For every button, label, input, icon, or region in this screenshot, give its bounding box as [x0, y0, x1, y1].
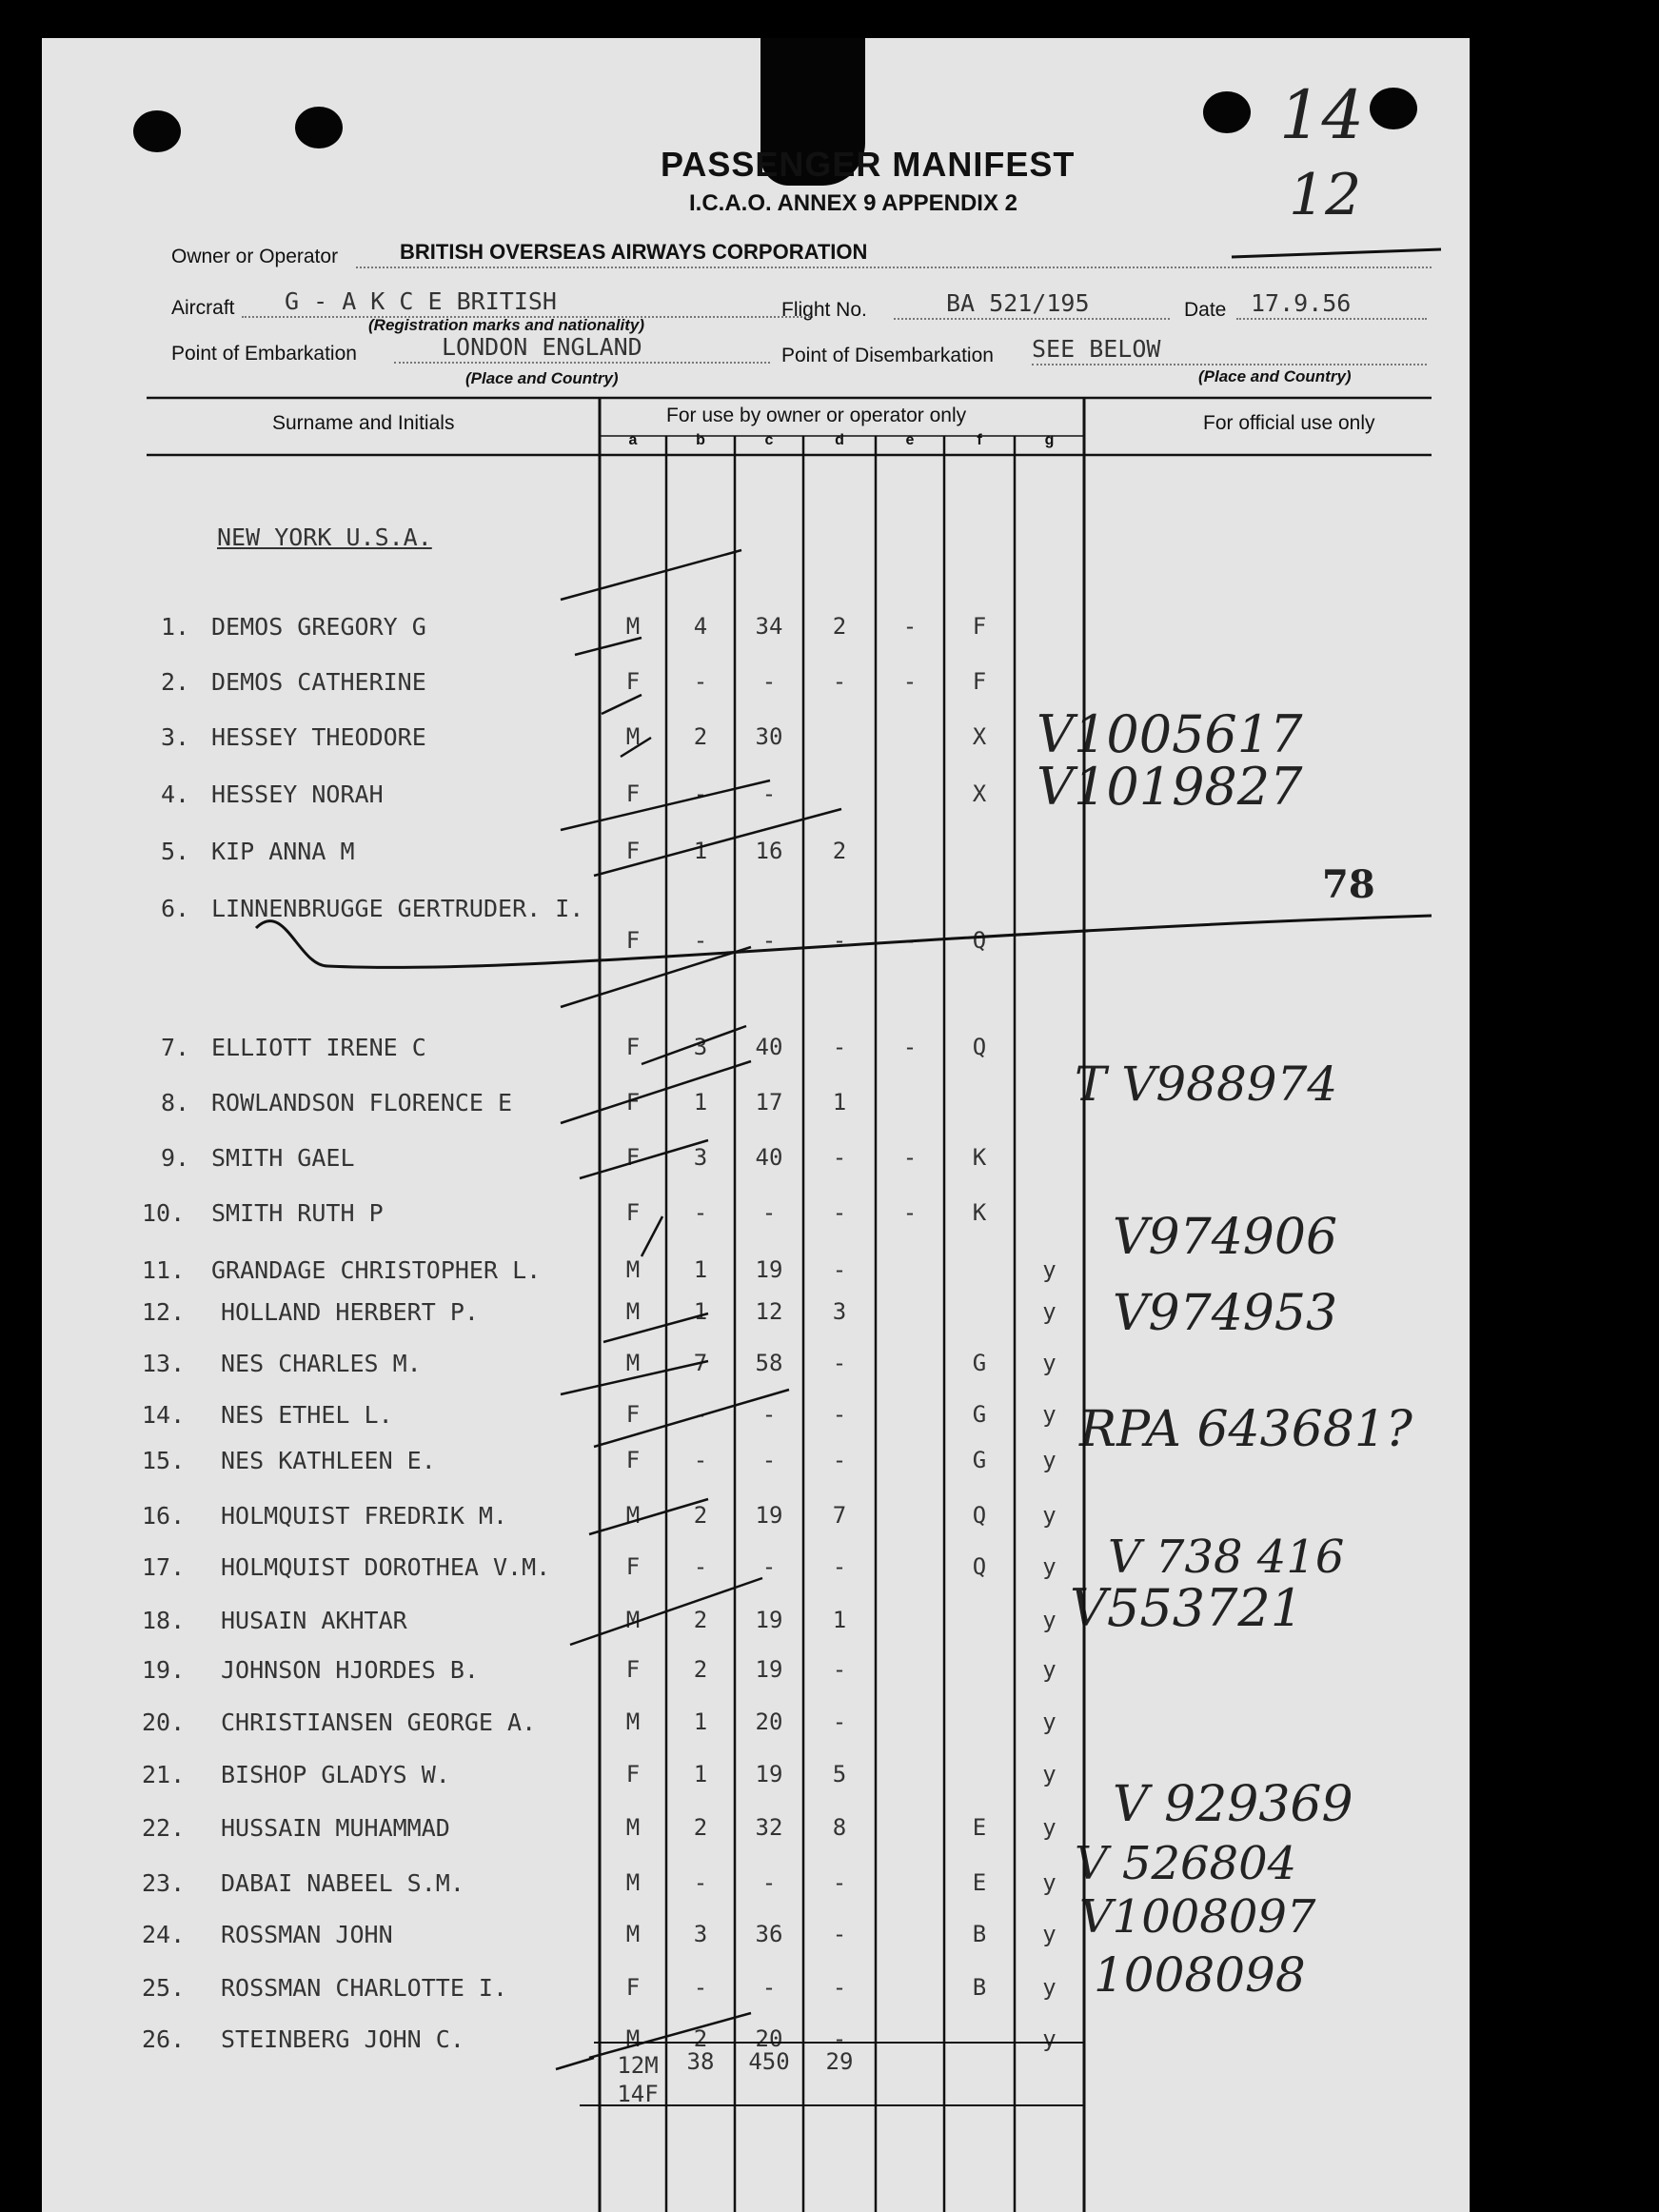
passenger-name: NES CHARLES M. — [221, 1350, 422, 1377]
flight-label: Flight No. — [781, 299, 867, 321]
embark-value: LONDON ENGLAND — [442, 333, 642, 361]
cell-a: F — [625, 1447, 641, 1473]
cell-d: 1 — [832, 1089, 847, 1116]
date-value: 17.9.56 — [1251, 289, 1352, 317]
cell-c: 16 — [755, 838, 783, 864]
row-number: 2. — [161, 668, 190, 696]
row-number: 12. — [142, 1298, 186, 1326]
page-title: PASSENGER MANIFEST — [661, 145, 1076, 184]
official-note: V1019827 — [1037, 757, 1303, 817]
row-number: 23. — [142, 1869, 186, 1897]
corner-mark-bottom: 12 — [1289, 162, 1362, 228]
official-note: V 526804 — [1075, 1837, 1297, 1890]
cell-g: y — [1042, 1974, 1057, 2001]
cell-d: - — [832, 1350, 847, 1376]
passenger-name: HOLLAND HERBERT P. — [221, 1298, 479, 1326]
row-number: 13. — [142, 1350, 186, 1377]
passenger-name: ELLIOTT IRENE C — [211, 1034, 426, 1061]
total-a2: 14F — [617, 2081, 659, 2107]
cell-b: - — [693, 927, 708, 954]
table-rules — [42, 38, 1470, 2212]
cell-f: Q — [972, 1034, 987, 1060]
cell-b: 1 — [693, 1708, 708, 1735]
cell-b: - — [693, 1974, 708, 2001]
cell-f: B — [972, 1974, 987, 2001]
cell-c: 58 — [755, 1350, 783, 1376]
sub-column-header: a — [628, 432, 638, 448]
cell-a: M — [625, 1708, 641, 1735]
sub-column-header: c — [764, 432, 774, 448]
cell-f: F — [972, 668, 987, 695]
cell-b: 3 — [693, 1921, 708, 1947]
cell-a: F — [625, 1034, 641, 1060]
sub-column-header: e — [905, 432, 915, 448]
flight-value: BA 521/195 — [946, 289, 1090, 317]
passenger-name: JOHNSON HJORDES B. — [221, 1656, 479, 1684]
cell-c: 19 — [755, 1256, 783, 1283]
cell-a: F — [625, 1089, 641, 1116]
cell-f: X — [972, 723, 987, 750]
row-number: 16. — [142, 1502, 186, 1530]
cell-d: - — [832, 1256, 847, 1283]
official-note: V553721 — [1070, 1578, 1304, 1638]
passenger-name: CHRISTIANSEN GEORGE A. — [221, 1708, 537, 1736]
cell-d: - — [832, 1447, 847, 1473]
passenger-name: ROSSMAN CHARLOTTE I. — [221, 1974, 508, 2002]
passenger-name: HOLMQUIST DOROTHEA V.M. — [221, 1553, 551, 1581]
passenger-name: DEMOS CATHERINE — [211, 668, 426, 696]
cell-f: Q — [972, 1553, 987, 1580]
passenger-name: DABAI NABEEL S.M. — [221, 1869, 464, 1897]
cell-f: B — [972, 1921, 987, 1947]
cell-d: - — [832, 927, 847, 954]
row-number: 7. — [161, 1034, 190, 1061]
passenger-name: SMITH RUTH P — [211, 1199, 384, 1227]
cell-a: F — [625, 780, 641, 807]
cell-c: - — [761, 1199, 777, 1226]
section-heading: NEW YORK U.S.A. — [217, 523, 432, 551]
cell-b: 1 — [693, 1256, 708, 1283]
official-note: 1008098 — [1094, 1947, 1306, 2003]
passenger-name: HUSAIN AKHTAR — [221, 1607, 407, 1634]
cell-f: G — [972, 1447, 987, 1473]
cell-a: F — [625, 668, 641, 695]
cell-d: 2 — [832, 838, 847, 864]
row-number: 3. — [161, 723, 190, 751]
owner-value: BRITISH OVERSEAS AIRWAYS CORPORATION — [400, 240, 868, 264]
cell-d: - — [832, 2025, 847, 2052]
cell-b: 2 — [693, 2025, 708, 2052]
cell-a: F — [625, 1199, 641, 1226]
cell-f: G — [972, 1401, 987, 1428]
total-a: 12M — [617, 2052, 659, 2079]
cell-b: 1 — [693, 838, 708, 864]
cell-d: - — [832, 1401, 847, 1428]
embark-note: (Place and Country) — [465, 369, 619, 387]
cell-d: - — [832, 668, 847, 695]
cell-a: F — [625, 927, 641, 954]
cell-d: 8 — [832, 1814, 847, 1841]
cell-g: y — [1042, 1298, 1057, 1325]
row-number: 26. — [142, 2025, 186, 2053]
row-number: 22. — [142, 1814, 186, 1842]
cell-b: - — [693, 1199, 708, 1226]
aircraft-value: G - A K C E BRITISH — [285, 287, 557, 315]
passenger-name: HESSEY NORAH — [211, 780, 384, 808]
row-number: 6. — [161, 895, 190, 922]
cell-f: G — [972, 1350, 987, 1376]
row-number: 8. — [161, 1089, 190, 1116]
cell-d: - — [832, 1869, 847, 1896]
embark-label: Point of Embarkation — [171, 343, 357, 365]
col-operator-header: For use by owner or operator only — [666, 405, 967, 426]
aircraft-label: Aircraft — [171, 297, 235, 319]
row-number: 20. — [142, 1708, 186, 1736]
row-number: 4. — [161, 780, 190, 808]
cell-f: E — [972, 1814, 987, 1841]
cell-f: K — [972, 1199, 987, 1226]
cell-c: 40 — [755, 1144, 783, 1171]
cell-e: - — [902, 668, 918, 695]
passenger-name: ROWLANDSON FLORENCE E — [211, 1089, 513, 1116]
row-number: 24. — [142, 1921, 186, 1948]
cell-e: - — [902, 1199, 918, 1226]
cell-a: F — [625, 1656, 641, 1683]
passenger-name: LINNENBRUGGE GERTRUDER. I. — [211, 895, 584, 922]
col-official-header: For official use only — [1203, 412, 1375, 434]
date-label: Date — [1184, 299, 1227, 321]
cell-g: y — [1042, 1350, 1057, 1376]
cell-d: 5 — [832, 1761, 847, 1787]
cell-c: - — [761, 668, 777, 695]
cell-c: 17 — [755, 1089, 783, 1116]
cell-f: K — [972, 1144, 987, 1171]
cell-b: - — [693, 1447, 708, 1473]
passenger-name: DEMOS GREGORY G — [211, 613, 426, 641]
sub-column-header: g — [1044, 432, 1055, 448]
cell-d: - — [832, 1199, 847, 1226]
passenger-name: NES KATHLEEN E. — [221, 1447, 436, 1474]
cell-a: M — [625, 1921, 641, 1947]
cell-a: M — [625, 1350, 641, 1376]
total-c: 450 — [748, 2048, 790, 2075]
cell-c: - — [761, 1974, 777, 2001]
cell-a: M — [625, 613, 641, 640]
passenger-name: STEINBERG JOHN C. — [221, 2025, 464, 2053]
row-number: 10. — [142, 1199, 186, 1227]
official-note: V 929369 — [1113, 1776, 1353, 1833]
cell-b: - — [693, 1553, 708, 1580]
cell-f: F — [972, 613, 987, 640]
official-note: T V988974 — [1075, 1057, 1338, 1112]
cell-a: M — [625, 1607, 641, 1633]
cell-a: F — [625, 838, 641, 864]
cell-a: F — [625, 1974, 641, 2001]
cell-f: Q — [972, 1502, 987, 1529]
cell-d: 1 — [832, 1607, 847, 1633]
cell-b: - — [693, 780, 708, 807]
cell-c: 32 — [755, 1814, 783, 1841]
cell-b: 2 — [693, 1607, 708, 1633]
cell-b: 1 — [693, 1761, 708, 1787]
cell-c: - — [761, 1553, 777, 1580]
cell-a: F — [625, 1144, 641, 1171]
row-number: 5. — [161, 838, 190, 865]
cell-c: 20 — [755, 1708, 783, 1735]
cell-a: F — [625, 1553, 641, 1580]
cell-g: y — [1042, 1761, 1057, 1787]
cell-b: - — [693, 668, 708, 695]
sub-column-header: f — [977, 432, 982, 448]
cell-a: M — [625, 723, 641, 750]
row-number: 11. — [142, 1256, 186, 1284]
row-number: 14. — [142, 1401, 186, 1429]
disembark-note: (Place and Country) — [1198, 367, 1352, 385]
cell-g: y — [1042, 1869, 1057, 1896]
cell-c: 30 — [755, 723, 783, 750]
cell-c: 19 — [755, 1607, 783, 1633]
total-b: 38 — [686, 2048, 715, 2075]
cell-d: 7 — [832, 1502, 847, 1529]
cell-e: - — [902, 1034, 918, 1060]
passenger-name: GRANDAGE CHRISTOPHER L. — [211, 1256, 542, 1284]
cell-b: 2 — [693, 1502, 708, 1529]
cell-c: 36 — [755, 1921, 783, 1947]
row-number: 21. — [142, 1761, 186, 1788]
cell-c: 12 — [755, 1298, 783, 1325]
cell-b: 1 — [693, 1298, 708, 1325]
cell-c: 19 — [755, 1656, 783, 1683]
sub-column-header: b — [696, 432, 705, 448]
passenger-name: ROSSMAN JOHN — [221, 1921, 393, 1948]
cell-g: y — [1042, 1502, 1057, 1529]
cell-d: - — [832, 1144, 847, 1171]
cell-c: - — [761, 1401, 777, 1428]
cell-g: y — [1042, 1447, 1057, 1473]
cell-c: 34 — [755, 613, 783, 640]
cell-d: - — [832, 1656, 847, 1683]
cell-a: F — [625, 1761, 641, 1787]
cell-g: y — [1042, 2025, 1057, 2052]
cell-b: 2 — [693, 1814, 708, 1841]
cell-a: M — [625, 1814, 641, 1841]
cell-b: 2 — [693, 1656, 708, 1683]
cell-b: - — [693, 1401, 708, 1428]
passenger-name: BISHOP GLADYS W. — [221, 1761, 450, 1788]
cell-c: - — [761, 927, 777, 954]
cell-g: y — [1042, 1814, 1057, 1841]
cell-f: E — [972, 1869, 987, 1896]
cell-f: X — [972, 780, 987, 807]
cell-b: 4 — [693, 613, 708, 640]
cell-a: M — [625, 1869, 641, 1896]
cell-g: y — [1042, 1401, 1057, 1428]
cell-a: M — [625, 1298, 641, 1325]
official-note: V974906 — [1113, 1209, 1338, 1266]
cell-e: - — [902, 927, 918, 954]
row-number: 15. — [142, 1447, 186, 1474]
cell-b: 2 — [693, 723, 708, 750]
cell-g: y — [1042, 1708, 1057, 1735]
page-subtitle: I.C.A.O. ANNEX 9 APPENDIX 2 — [689, 190, 1017, 216]
cell-b: 1 — [693, 1089, 708, 1116]
cell-e: - — [902, 613, 918, 640]
official-note: V1008097 — [1079, 1890, 1316, 1944]
row-number: 1. — [161, 613, 190, 641]
cell-d: - — [832, 1974, 847, 2001]
cell-g: y — [1042, 1553, 1057, 1580]
official-note: V1005617 — [1037, 704, 1303, 764]
cell-f: Q — [972, 927, 987, 954]
cell-c: - — [761, 780, 777, 807]
manifest-page — [42, 38, 1470, 2212]
row-number: 9. — [161, 1144, 190, 1172]
cell-d: - — [832, 1921, 847, 1947]
official-note: V 738 416 — [1108, 1531, 1345, 1584]
passenger-name: NES ETHEL L. — [221, 1401, 393, 1429]
cell-d: 2 — [832, 613, 847, 640]
row-number: 18. — [142, 1607, 186, 1634]
cell-b: - — [693, 1869, 708, 1896]
cell-e: - — [902, 1144, 918, 1171]
passenger-name: SMITH GAEL — [211, 1144, 355, 1172]
cell-d: - — [832, 1034, 847, 1060]
cell-d: - — [832, 1553, 847, 1580]
official-note: RPA 643681? — [1079, 1401, 1412, 1458]
sub-column-header: d — [835, 432, 844, 448]
cell-c: 19 — [755, 1761, 783, 1787]
official-note: V974953 — [1113, 1285, 1338, 1342]
cell-c: 19 — [755, 1502, 783, 1529]
col-name-header: Surname and Initials — [272, 412, 455, 434]
passenger-name: KIP ANNA M — [211, 838, 355, 865]
corner-mark-top: 14 — [1279, 76, 1365, 154]
cell-b: 3 — [693, 1144, 708, 1171]
cell-b: 3 — [693, 1034, 708, 1060]
cell-c: 40 — [755, 1034, 783, 1060]
cell-g: y — [1042, 1656, 1057, 1683]
cell-a: M — [625, 2025, 641, 2052]
cell-c: - — [761, 1869, 777, 1896]
total-d: 29 — [825, 2048, 854, 2075]
row-number: 19. — [142, 1656, 186, 1684]
cell-b: 7 — [693, 1350, 708, 1376]
cell-d: 3 — [832, 1298, 847, 1325]
cell-g: y — [1042, 1256, 1057, 1283]
disembark-label: Point of Disembarkation — [781, 345, 994, 366]
cell-g: y — [1042, 1921, 1057, 1947]
disembark-value: SEE BELOW — [1032, 335, 1161, 363]
cell-c: - — [761, 1447, 777, 1473]
passenger-name: HESSEY THEODORE — [211, 723, 426, 751]
row-number: 17. — [142, 1553, 186, 1581]
official-note: 78 — [1322, 862, 1375, 907]
cell-a: F — [625, 1401, 641, 1428]
owner-label: Owner or Operator — [171, 246, 339, 267]
cell-c: 20 — [755, 2025, 783, 2052]
passenger-name: HOLMQUIST FREDRIK M. — [221, 1502, 508, 1530]
cell-g: y — [1042, 1607, 1057, 1633]
passenger-name: HUSSAIN MUHAMMAD — [221, 1814, 450, 1842]
cell-d: - — [832, 1708, 847, 1735]
aircraft-note: (Registration marks and nationality) — [368, 316, 644, 334]
cell-a: M — [625, 1502, 641, 1529]
row-number: 25. — [142, 1974, 186, 2002]
cell-a: M — [625, 1256, 641, 1283]
